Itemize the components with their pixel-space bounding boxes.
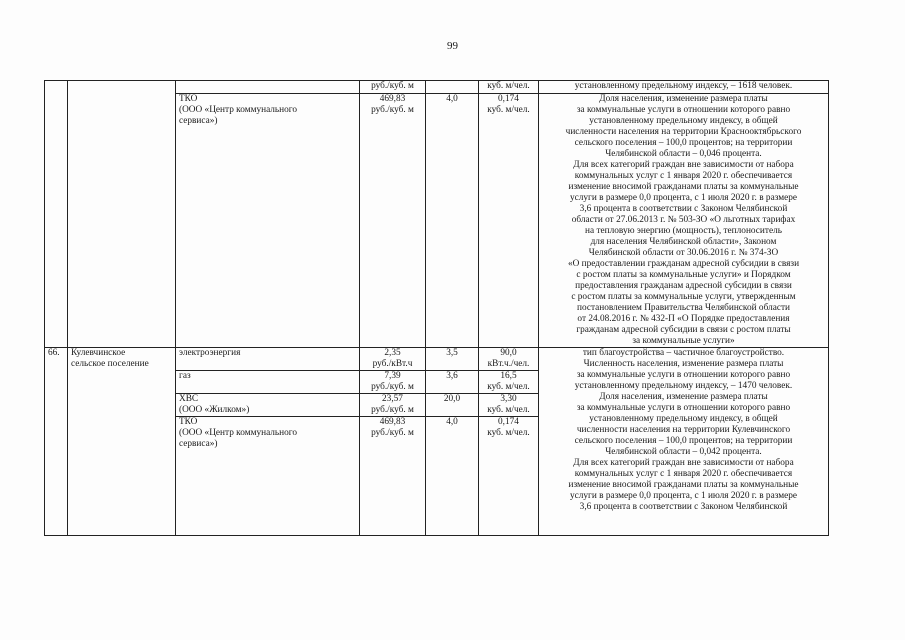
service-cell <box>176 394 360 417</box>
description-line: Доля населения, изменение размера платы <box>599 392 768 402</box>
percent-value: 20,0 <box>443 394 461 404</box>
row-number-cell <box>45 81 68 348</box>
price-cell <box>360 94 426 348</box>
price-value: 23,57 <box>382 394 403 404</box>
service-cell <box>176 94 360 348</box>
description-line: области от 27.06.2013 г. № 503-ЗО «О льготных тарифах <box>571 215 796 225</box>
price-unit: руб./куб. м <box>371 405 414 415</box>
settlement-name-cell <box>68 81 176 348</box>
description-line: Челябинской области – 0,042 процента. <box>605 447 762 457</box>
service-label: ХВС <box>179 394 199 404</box>
norm-value: 90,0 <box>500 348 517 358</box>
description-line: установленному предельному индексу, в общей <box>589 414 778 424</box>
norm-unit: куб. м/чел. <box>487 382 530 392</box>
description-line: от 24.08.2016 г. № 432-П «О Порядке предоставления <box>577 314 790 324</box>
description-line: услуги в размере 0,0 процента, с 1 июля 2020 г. в размере <box>569 193 798 203</box>
price-unit: руб./куб. м <box>371 81 414 91</box>
description-line: установленному предельному индексу, в общей <box>589 116 778 126</box>
price-cell <box>360 81 426 94</box>
description-line: сельского поселения – 100,0 процентов; на территории <box>574 138 793 148</box>
description-cell <box>539 348 829 536</box>
description-line: Челябинской области – 0,046 процента. <box>605 149 762 159</box>
price-value: 7,39 <box>384 371 401 381</box>
percent-cell <box>426 394 479 417</box>
norm-cell <box>479 417 539 536</box>
percent-cell <box>426 81 479 94</box>
page-number: 99 <box>447 40 458 52</box>
description-line: установленному предельному индексу, – 1470 человек. <box>574 381 793 391</box>
row-number: 66. <box>48 348 60 358</box>
price-cell <box>360 394 426 417</box>
price-value: 469,83 <box>379 94 406 104</box>
description-line: за коммунальные услуги» <box>632 336 735 346</box>
service-label: (ООО «Центр коммунального <box>179 428 298 438</box>
price-value: 2,35 <box>384 348 401 358</box>
percent-cell <box>426 94 479 348</box>
description-cell <box>539 81 829 94</box>
row-number-cell <box>45 348 68 536</box>
percent-value: 3,6 <box>446 371 458 381</box>
norm-cell <box>479 94 539 348</box>
service-cell <box>176 81 360 94</box>
percent-cell <box>426 371 479 394</box>
settlement-name: Кулевчинское <box>71 348 126 358</box>
service-label: ТКО <box>179 417 198 427</box>
description-line: Доля населения, изменение размера платы <box>599 94 768 104</box>
description-line: предоставления гражданам адресной субсидии в связи <box>575 281 792 291</box>
description-line: на тепловую энергию (мощность), теплоноситель <box>585 226 782 236</box>
norm-value: 16,5 <box>500 371 517 381</box>
price-cell <box>360 417 426 536</box>
service-label: сервиса») <box>179 439 218 449</box>
service-label: газ <box>179 371 191 381</box>
price-cell <box>360 348 426 371</box>
description-line: для населения Челябинской области», Законом <box>590 237 777 247</box>
settlement-name-cell <box>68 348 176 536</box>
norm-cell <box>479 371 539 394</box>
norm-value: 0,174 <box>498 417 519 427</box>
norm-cell <box>479 348 539 371</box>
table-row <box>45 81 829 94</box>
service-cell <box>176 417 360 536</box>
service-label: сервиса») <box>179 116 218 126</box>
description-line: коммунальных услуг с 1 января 2020 г. обеспечивается <box>574 469 793 479</box>
description-line: гражданам адресной субсидии в связи с ростом платы <box>576 325 791 335</box>
price-unit: руб./куб. м <box>371 428 414 438</box>
description-line: за коммунальные услуги в отношении которого равно <box>576 105 791 115</box>
percent-value: 4,0 <box>446 417 458 427</box>
description-line: за коммунальные услуги в отношении которого равно <box>576 370 791 380</box>
percent-value: 4,0 <box>446 94 458 104</box>
tariff-table <box>44 80 829 536</box>
percent-value: 3,5 <box>446 348 458 358</box>
norm-unit: куб. м/чел. <box>487 405 530 415</box>
description-line: за коммунальные услуги в отношении которого равно <box>576 403 791 413</box>
norm-unit: куб. м/чел. <box>487 105 530 115</box>
description-line: Численность населения, изменение размера платы <box>583 359 784 369</box>
description-line: услуги в размере 0,0 процента, с 1 июля 2020 г. в размере <box>569 491 798 501</box>
table-row <box>45 348 829 371</box>
norm-value: 3,30 <box>500 394 517 404</box>
description-line: коммунальных услуг с 1 января 2020 г. обеспечивается <box>574 171 793 181</box>
percent-cell <box>426 348 479 371</box>
service-cell <box>176 371 360 394</box>
description-line: 3,6 процента в соответствии с Законом Челябинской <box>579 502 788 512</box>
norm-cell <box>479 394 539 417</box>
description-line: 3,6 процента в соответствии с Законом Челябинской <box>579 204 788 214</box>
service-label: (ООО «Центр коммунального <box>179 105 298 115</box>
description-line: численности населения на территории Кулевчинского <box>576 425 791 435</box>
description-line: изменение вносимой гражданами платы за коммунальные <box>568 182 799 192</box>
norm-unit: куб. м/чел. <box>487 81 530 91</box>
description-line: с ростом платы за коммунальные услуги» и Порядком <box>576 270 791 280</box>
price-unit: руб./куб. м <box>371 105 414 115</box>
norm-unit: кВт.ч./чел. <box>487 359 530 369</box>
description-line: с ростом платы за коммунальные услуги, утвержденным <box>571 292 796 302</box>
description-line: численности населения на территории Краснооктябрьского <box>565 127 802 137</box>
description-cell <box>539 94 829 348</box>
norm-value: 0,174 <box>498 94 519 104</box>
description-line: установленному предельному индексу, – 1618 человек. <box>574 81 793 91</box>
price-unit: руб./кВт.ч <box>372 359 413 369</box>
percent-cell <box>426 417 479 536</box>
description-line: Для всех категорий граждан вне зависимости от набора <box>573 458 794 468</box>
description-line: Челябинской области от 30.06.2016 г. № 374-ЗО <box>588 248 779 258</box>
description-line: изменение вносимой гражданами платы за коммунальные <box>568 480 799 490</box>
description-line: Для всех категорий граждан вне зависимости от набора <box>573 160 794 170</box>
service-label: ТКО <box>179 94 198 104</box>
description-line: сельского поселения – 100,0 процентов; на территории <box>574 436 793 446</box>
price-unit: руб./куб. м <box>371 382 414 392</box>
service-label: электроэнергия <box>179 348 241 358</box>
service-label: (ООО «Жилком») <box>179 405 250 415</box>
price-cell <box>360 371 426 394</box>
norm-cell <box>479 81 539 94</box>
price-value: 469,83 <box>379 417 406 427</box>
description-line: постановлением Правительства Челябинской области <box>576 303 790 313</box>
settlement-name: сельское поселение <box>71 359 149 369</box>
description-line: тип благоустройства – частичное благоустройство. <box>582 348 785 358</box>
description-line: «О предоставлении гражданам адресной субсидии в связи <box>567 259 800 269</box>
norm-unit: куб. м/чел. <box>487 428 530 438</box>
service-cell <box>176 348 360 371</box>
